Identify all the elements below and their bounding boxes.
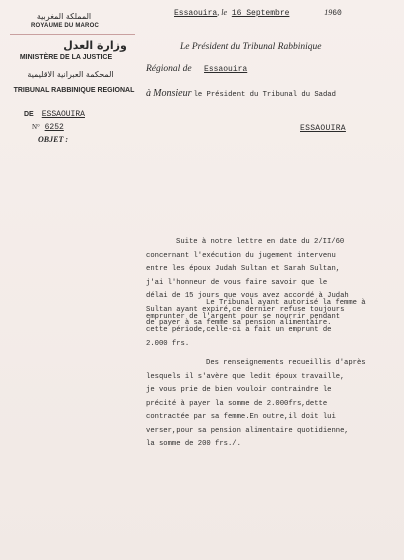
recipient-city: ESSAOUIRA — [300, 124, 346, 133]
date-place: Essaouira — [174, 9, 218, 18]
body-line: je vous prie de bien vouloir contraindre le — [146, 386, 332, 394]
body-line: délai de 15 jours que vous avez accordé à Judah — [146, 292, 349, 300]
body-line: Suite à notre lettre en date du 2/II/60 — [176, 238, 345, 246]
recipient-monsieur: Monsieur — [153, 88, 192, 99]
letterhead-arabic-kingdom: المملكة المغربية — [36, 12, 92, 21]
letterhead-ministry: MINISTÈRE DE LA JUSTICE — [19, 54, 113, 61]
body-line: emprunter de l'argent pour se nourrir pendant — [146, 312, 341, 321]
recipient-prefix: à — [146, 88, 151, 99]
letterhead-de-label: DE — [24, 111, 34, 118]
letterhead-city-line — [24, 103, 134, 121]
body-line: verser,pour sa pension alimentaire quotidienne, — [146, 426, 349, 435]
body-line: j'ai l'honneur de vous faire savoir que le — [146, 278, 328, 287]
body-line: Sultan ayant expiré,ce dernier refuse toujours — [146, 305, 345, 314]
body-line: Le Tribunal ayant autorisé la femme à — [206, 299, 366, 307]
sender-region-label: Régional de — [146, 64, 192, 74]
date-year-suffix: 60 — [332, 9, 342, 18]
body-paragraph-3 — [146, 357, 400, 452]
recipient-title: le Président du Tribunal du Sadad — [193, 91, 336, 99]
recipient-line — [146, 88, 401, 99]
sender-title: Le Président du Tribunal Rabbinique — [180, 42, 322, 52]
body-line: Des renseignements recueillis d'après — [206, 359, 366, 367]
body-line: contractée par sa femme.En outre,il doit lui — [146, 413, 336, 421]
letterhead-arabic-ministry: وزارة العدل — [63, 39, 127, 52]
body-line: la somme de 200 frs./. — [146, 440, 241, 448]
letterhead-kingdom: ROYAUME DU MAROC — [31, 23, 99, 29]
body-line: précité à payer la somme de 2.000frs,dette — [146, 399, 328, 408]
sender-region-line — [146, 64, 247, 74]
sender-region-city: Essaouira — [204, 65, 248, 74]
letterhead-arabic-tribunal: المحكمة العبرانية الاقليمية — [27, 70, 114, 79]
letterhead-city: ESSAOUIRA — [41, 110, 85, 119]
date-year-prefix: 19 — [324, 8, 333, 17]
body-line: 2.000 frs. — [146, 339, 190, 348]
letterhead-objet-label: OBJET : — [38, 135, 68, 144]
body-paragraph-2 — [146, 297, 400, 351]
letterhead-number-value: 6252 — [44, 123, 64, 132]
letterhead-number-label: N° — [32, 123, 40, 131]
body-line: lesquels il s'avère que ledit époux travaille, — [146, 372, 345, 381]
body-line: concernant l'exécution du jugement intervenu — [146, 251, 336, 260]
date-value: 16 Septembre — [231, 9, 290, 18]
body-line: entre les époux Judah Sultan et Sarah Sultan, — [146, 265, 341, 273]
letterhead-number-line — [32, 123, 122, 132]
letterhead-tribunal: TRIBUNAL RABBINIQUE REGIONAL — [13, 87, 135, 94]
letterhead-divider — [10, 34, 135, 35]
date-le: , le — [217, 8, 227, 17]
date-line — [174, 8, 394, 18]
body-line: de payer à sa femme sa pension alimentaire. — [146, 319, 332, 327]
body-line: cette période,celle-ci a fait un emprunt de — [146, 326, 332, 334]
